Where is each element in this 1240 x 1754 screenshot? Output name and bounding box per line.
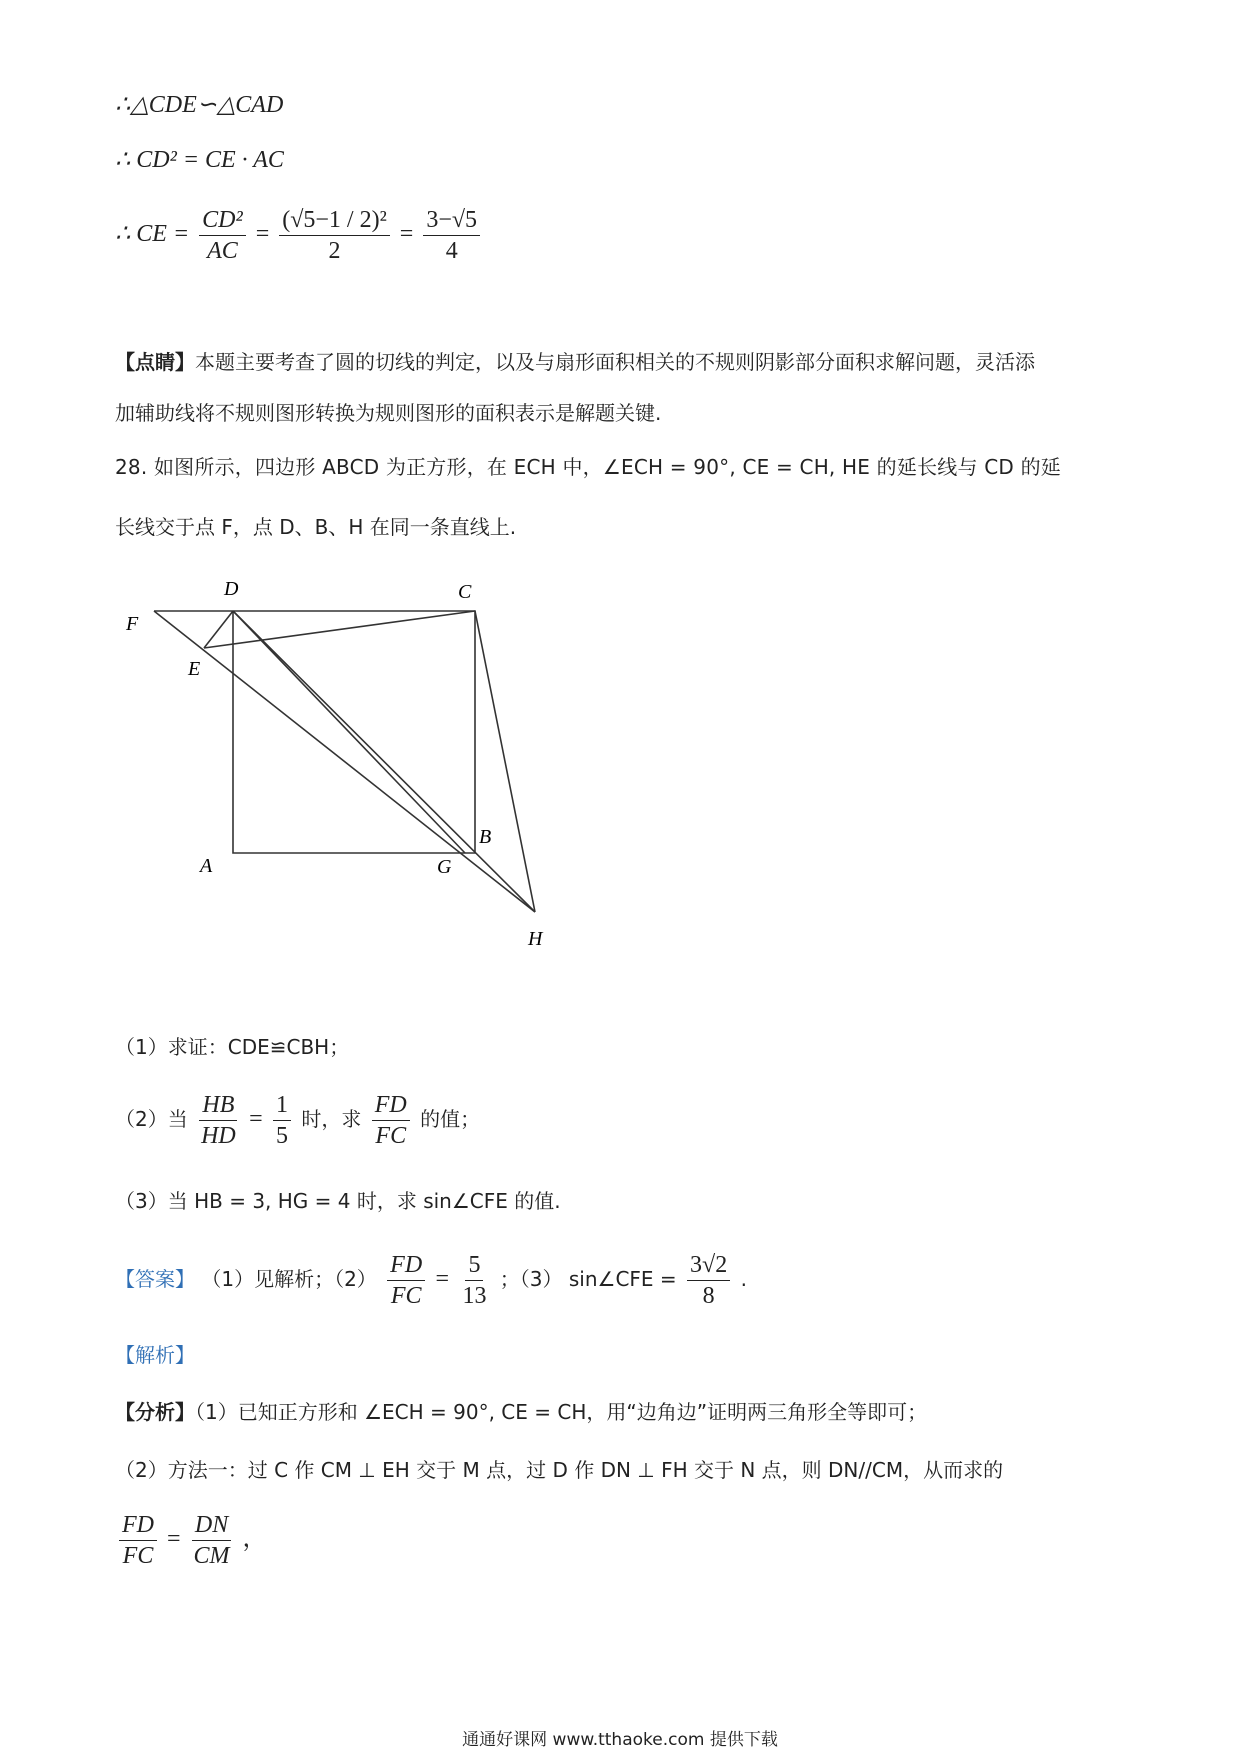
fraction-denominator: 8 bbox=[702, 1283, 715, 1309]
fraction-numerator: FD bbox=[119, 1510, 157, 1541]
fraction-denominator: FC bbox=[390, 1283, 422, 1309]
equals-sign: = bbox=[249, 1106, 263, 1132]
proof-line-similar: ∴△CDE∽△CAD bbox=[115, 92, 284, 118]
fraction-numerator: 1 bbox=[273, 1090, 291, 1121]
fraction-numerator: (√5−1 / 2)² bbox=[279, 205, 390, 236]
dianjing-label: 【点睛】 bbox=[115, 350, 195, 374]
fenxi-line-1 bbox=[115, 1397, 927, 1427]
segment-dg bbox=[233, 611, 465, 853]
fraction-one-fifth bbox=[273, 1090, 291, 1151]
jiexi-label: 【解析】 bbox=[115, 1343, 195, 1367]
point-label-h: H bbox=[528, 928, 543, 950]
point-label-b: B bbox=[479, 826, 492, 848]
fraction-fd-fc bbox=[372, 1090, 410, 1151]
point-label-c: C bbox=[458, 581, 472, 603]
fraction-denominator: CM bbox=[193, 1543, 230, 1569]
fraction-denominator: FC bbox=[122, 1543, 154, 1569]
fraction-numerator: 3√2 bbox=[687, 1250, 730, 1281]
point-label-a: A bbox=[200, 855, 213, 877]
question-3: （3）当 HB = 3, HG = 4 时，求 sin∠CFE 的值. bbox=[115, 1189, 561, 1213]
fraction-numerator: FD bbox=[372, 1090, 410, 1121]
fraction-denominator: 2 bbox=[328, 238, 341, 264]
fraction-numerator: CD² bbox=[199, 205, 246, 236]
equation-cd2: CD² = CE · AC bbox=[136, 147, 284, 173]
answer-fraction-sin bbox=[687, 1250, 730, 1311]
page-footer: 通通好课网 www.tthaoke.com 提供下载 bbox=[462, 1730, 778, 1750]
fraction-numerator: 5 bbox=[465, 1250, 483, 1281]
q2-prefix: （2）当 bbox=[115, 1107, 188, 1131]
segment-ch bbox=[475, 611, 535, 912]
answer-fraction-5-13 bbox=[459, 1250, 489, 1311]
fenxi-label: 【分析】 bbox=[115, 1400, 195, 1424]
answer-fraction-fd-fc bbox=[387, 1250, 425, 1311]
fraction-dn-cm bbox=[191, 1510, 233, 1571]
fenxi-comma: ， bbox=[242, 1526, 267, 1553]
point-label-g: G bbox=[437, 856, 452, 878]
q2-mid: 时，求 bbox=[301, 1107, 362, 1131]
fenxi-text: （1）已知正方形和 ∠ECH = 90°, CE = CH，用“边角边”证明两三角形全等即可； bbox=[195, 1400, 928, 1424]
problem-statement-line-1: 28. 如图所示，四边形 ABCD 为正方形，在 ECH 中，∠ECH = 90°, CE = CH, HE 的延长线与 CD 的延 bbox=[115, 455, 1061, 479]
therefore-symbol: ∴ bbox=[115, 147, 131, 173]
fraction-numerator: FD bbox=[387, 1250, 425, 1281]
fenxi-fraction-line: $\frac{FD}{FC}$ = $\frac{DN}{CM}$ ， bbox=[115, 1510, 267, 1571]
fraction-denominator: HD bbox=[201, 1123, 236, 1149]
segment-de bbox=[204, 611, 233, 648]
segment-ec bbox=[204, 611, 475, 648]
point-label-e: E bbox=[188, 658, 201, 680]
proof-line-ce-value: ∴ CE = $\frac{\text{CD²}}{AC}$ = $\frac{\text{(√5−1 / 2)²}}{2}$ = $\frac{3-√5}{4}$ bbox=[115, 205, 484, 266]
point-label-d: D bbox=[224, 578, 239, 600]
fraction-denominator: 13 bbox=[462, 1283, 487, 1309]
fraction-denominator: FC bbox=[375, 1123, 407, 1149]
dianjing-line-2: 加辅助线将不规则图形转换为规则图形的面积表示是解题关键. bbox=[115, 401, 662, 425]
question-2 bbox=[115, 1090, 480, 1151]
problem-statement-line-2: 长线交于点 F，点 D、B、H 在同一条直线上. bbox=[115, 515, 517, 539]
fraction-fd-fc bbox=[119, 1510, 157, 1571]
answer-line: 【答案】 （1）见解析；（2） $\frac{FD}{FC}$ = $\frac{5}{13}$ ；（3） sin∠CFE = $\frac{3√2}{8}$ . bbox=[115, 1252, 747, 1309]
question-1: （1）求证：CDE≌CBH； bbox=[115, 1035, 350, 1059]
answer-end: . bbox=[740, 1267, 747, 1291]
point-label-f: F bbox=[126, 613, 139, 635]
fraction-numerator: 3−√5 bbox=[423, 205, 480, 236]
answer-label: 【答案】 bbox=[115, 1267, 195, 1291]
fraction-numerator: DN bbox=[192, 1510, 231, 1541]
fraction-denominator: 4 bbox=[445, 238, 458, 264]
q2-suffix: 的值； bbox=[420, 1107, 481, 1131]
fraction-numerator: HB bbox=[199, 1090, 237, 1121]
answer-part-3: ；（3） sin∠CFE = bbox=[499, 1267, 677, 1291]
fraction-denominator: AC bbox=[207, 238, 238, 264]
ce-lhs: ∴ CE = bbox=[115, 221, 190, 248]
answer-part-1: （1）见解析；（2） bbox=[201, 1267, 377, 1291]
fenxi-line-2: （2）方法一：过 C 作 CM ⊥ EH 交于 M 点，过 D 作 DN ⊥ FH 交于 N 点，则 DN//CM，从而求的 bbox=[115, 1458, 1004, 1482]
fraction-denominator: 5 bbox=[276, 1123, 289, 1149]
fraction-hb-hd bbox=[198, 1090, 239, 1151]
segment-dh bbox=[233, 611, 535, 912]
dianjing-text-1: 本题主要考查了圆的切线的判定，以及与扇形面积相关的不规则阴影部分面积求解问题，灵活添 bbox=[195, 350, 1035, 374]
